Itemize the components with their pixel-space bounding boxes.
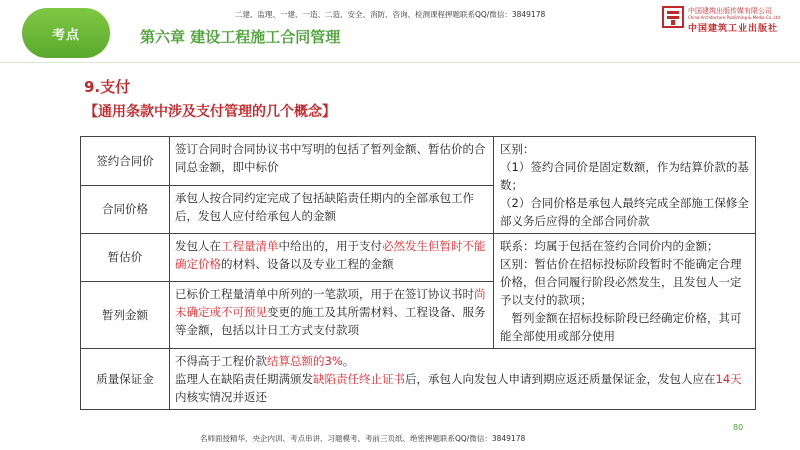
row-label: 签约合同价 <box>81 137 170 186</box>
table-row <box>81 137 756 186</box>
row-desc <box>170 281 494 348</box>
highlight-text: 必然发生但暂时不能确定价格 <box>175 239 486 271</box>
highlight-text: 尚未确定或不可预见 <box>175 286 486 319</box>
slide-header <box>0 0 800 62</box>
highlight-text: 缺陷责任终止证书 <box>313 372 405 386</box>
note-line: 区别：暂估价在招标投标阶段暂时不能确定合理价格，但合同履行阶段必然发生，且发包人一定予以支付的款项； <box>500 257 742 307</box>
row-desc-wide <box>170 349 756 410</box>
note-difference <box>494 137 756 234</box>
body-text: 后，承包人向发包人申请到期应返还质量保证金，发包人应在 <box>405 372 716 386</box>
note-line: 暂列金额在招标投标阶段已经确定价格，其可能全部使用或部分使用 <box>500 311 742 343</box>
top-contact-note: 二建、监理、一建、一造、二造、安全、消防、咨询、检测课程押题联系QQ/微信：3849178 <box>235 10 546 19</box>
row-desc <box>170 185 494 234</box>
retention-line-2 <box>175 370 750 406</box>
section-title: 9.支付 <box>84 78 131 96</box>
body-text: 承包人按合同约定完成了包括缺陷责任期内的全部承包工作后，发包人应付给承包人的金额 <box>175 190 474 223</box>
footer-contact-note: 名师面授精华、央企内训、考点串讲、习题模考、考前三页纸、绝密押题联系QQ/微信：3849178 <box>200 434 526 443</box>
row-desc <box>170 234 494 282</box>
table-row <box>81 234 756 282</box>
note-line: 联系：均属于包括在签约合同价内的金额； <box>500 239 719 253</box>
row-label: 暂列金额 <box>81 281 170 348</box>
retention-line-1 <box>175 352 750 370</box>
subsection-title: 【通用条款中涉及支付管理的几个概念】 <box>84 104 336 120</box>
body-text: 签订合同时合同协议书中写明的包括了暂列金额、暂估价的合同总金额，即中标价 <box>175 142 486 174</box>
body-text: 的材料、设备以及专业工程的金额 <box>221 257 394 271</box>
note-line: （1）签约合同价是固定数额，作为结算价款的基数； <box>500 160 749 192</box>
note-line: （2）合同价格是承包人最终完成全部施工保修全部义务后应得的全部合同价款 <box>500 196 749 228</box>
body-text: 变更的施工及其所需材料、工程设备、服务等金额，包括以计日工方式支付款项 <box>175 304 486 337</box>
body-text: 内核实情况并返还 <box>175 390 267 404</box>
note-relation <box>494 234 756 349</box>
note-line: 区别： <box>500 142 535 156</box>
body-text: 不得高于工程价款 <box>175 354 267 368</box>
publisher-name-cn: 中国建筑出版传媒有限公司 <box>688 7 772 15</box>
body-text: 监理人在缺陷责任期满颁发 <box>175 372 313 386</box>
topic-badge: 考点 <box>22 8 110 58</box>
payment-concepts-table <box>80 136 756 410</box>
row-label: 暂估价 <box>81 234 170 282</box>
row-label: 质量保证金 <box>81 349 170 410</box>
publisher-name-en: China Architecture Publishing & Media Co.,Ltd. <box>688 15 782 20</box>
body-text: 发包人在 <box>175 239 221 253</box>
publisher-press: 中国建筑工业出版社 <box>688 24 779 34</box>
body-text: 中给出的，用于支付 <box>278 239 382 253</box>
publisher-logo-icon <box>662 6 684 28</box>
highlight-text: 14天 <box>715 372 742 386</box>
row-label: 合同价格 <box>81 185 170 234</box>
highlight-text: 工程量清单 <box>221 239 279 253</box>
body-text: 已标价工程量清单中所列的一笔款项，用于在签订协议书时 <box>175 286 474 301</box>
page-number: 80 <box>733 423 744 432</box>
publisher-logo <box>662 6 792 36</box>
chapter-title: 第六章 建设工程施工合同管理 <box>140 28 341 46</box>
header-divider <box>0 62 800 63</box>
body-text: 。 <box>342 354 355 368</box>
highlight-text: 结算总额的3% <box>267 354 343 368</box>
row-desc <box>170 137 494 186</box>
table-row <box>81 349 756 410</box>
